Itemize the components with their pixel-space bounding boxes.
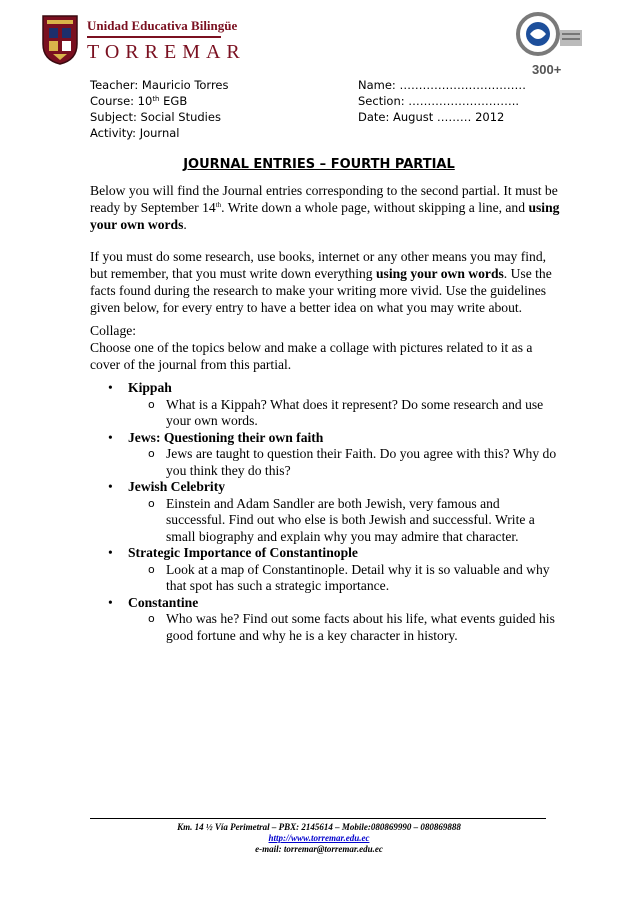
entries-list [108,380,558,644]
school-name: Unidad Educativa Bilingüe [87,18,238,33]
logo-divider [87,36,221,38]
list-item: • Constantine [108,594,199,610]
date-line: Date: August ……… 2012 [358,110,505,124]
school-crest-icon [41,14,79,66]
collage-paragraph: Collage: Choose one of the topics below and make a collage with pictures related to it as a cover of the journal from this partial. [90,323,533,372]
activity-line: Activity: Journal [90,126,180,140]
info-left [90,77,229,141]
name-line: Name: …………………………… [358,78,526,92]
accreditation-seal-icon [516,10,586,62]
teacher-line: Teacher: Mauricio Torres [90,78,229,92]
school-logo [41,14,246,70]
list-item-detail: o Who was he? Find out some facts about his life, what events guided his good fortune and why he is a key character in history. [148,611,555,643]
research-paragraph: If you must do some research, use books, internet or any other means you may find, but remember, that you must write down everything using your own words. Use the facts found during the research to make your writing more vivid. Use the guidelines given below, for every entry to have a better idea on what you may write about. [90,249,552,315]
footer-divider [90,818,546,819]
list-item: • Strategic Importance of Constantinople [108,545,358,560]
footer-address: Km. 14 ½ Vía Perimetral – PBX: 2145614 – Mobile:080869990 – 080869888 [177,822,461,832]
list-item: • Kippah [108,380,172,395]
section-line: Section: ……………………….. [358,94,520,108]
list-item-detail: o Einstein and Adam Sandler are both Jewish, very famous and successful. Find out who else is both Jewish and successful. Write a small biography and explain why you may admire that character. [148,495,535,544]
school-wordmark: TORREMAR [87,41,246,63]
intro-paragraph: Below you will find the Journal entries corresponding to the second partial. It must be ready by September 14th. Write down a whole page, without skipping a line, and using your own words. [90,183,560,232]
badge-label: 300+ [532,62,562,77]
list-item-detail: o Jews are taught to question their Faith. Do you agree with this? Why do you think they do this? [148,446,557,478]
list-item: • Jews: Questioning their own faith [108,429,324,445]
list-item: • Jewish Celebrity [108,479,226,494]
info-right [358,77,526,125]
accreditation-logo [516,10,586,78]
document-title: JOURNAL ENTRIES – FOURTH PARTIAL [183,157,455,172]
list-item-detail: o Look at a map of Constantinople. Detail why it is so valuable and why that spot has such a strategic importance. [148,561,550,593]
footer-email: e-mail: torremar@torremar.edu.ec [255,844,383,854]
course-line: Course: 10th EGB [90,94,188,108]
subject-line: Subject: Social Studies [90,110,221,124]
footer-website-link[interactable]: http://www.torremar.edu.ec [268,833,370,843]
list-item-detail: o What is a Kippah? What does it represent? Do some research and use your own words. [148,396,544,428]
